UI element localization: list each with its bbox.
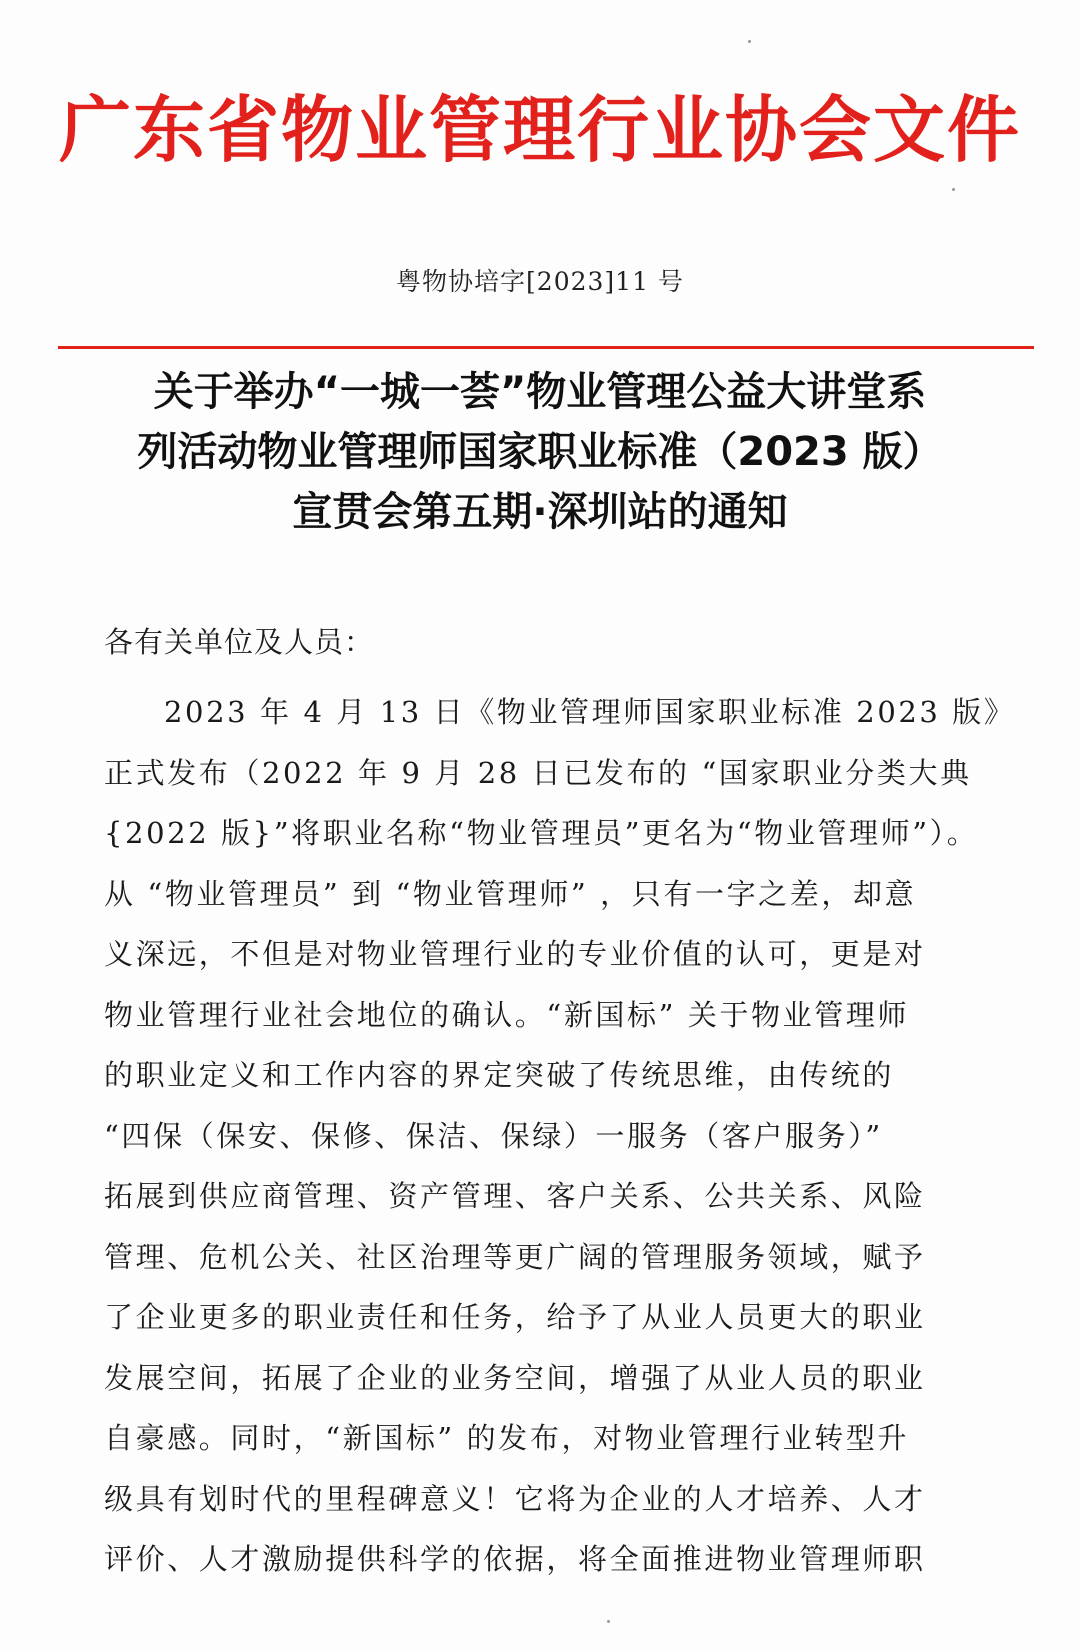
body-line: 自豪感。同时，“新国标” 的发布，对物业管理行业转型升 — [104, 1421, 910, 1455]
body-line: 级具有划时代的里程碑意义！它将为企业的人才培养、人才 — [104, 1481, 926, 1516]
body-line: 管理、危机公关、社区治理等更广阔的管理服务领域，赋予 — [104, 1239, 926, 1274]
salutation: 各有关单位及人员： — [104, 625, 375, 659]
notice-title-line: 关于举办“一城一荟”物业管理公益大讲堂系 — [153, 369, 927, 415]
body-line: 发展空间，拓展了企业的业务空间，增强了从业人员的职业 — [104, 1360, 926, 1395]
notice-title-line: 列活动物业管理师国家职业标准（2023 版） — [137, 429, 943, 475]
red-divider — [58, 346, 1034, 349]
body-line: 义深远，不但是对物业管理行业的专业价值的认可，更是对 — [104, 937, 926, 971]
body-line: 了企业更多的职业责任和任务，给予了从业人员更大的职业 — [104, 1300, 926, 1334]
body-paragraph — [104, 682, 1016, 1590]
body-line: 评价、人才激励提供科学的依据，将全面推进物业管理师职 — [104, 1542, 926, 1576]
notice-title-line: 宣贯会第五期·深圳站的通知 — [292, 489, 788, 535]
notice-title — [90, 362, 990, 542]
body-line: 物业管理行业社会地位的确认。“新国标” 关于物业管理师 — [104, 997, 910, 1032]
body-line: 2023 年 4 月 13 日《物业管理师国家职业标准 2023 版》 — [164, 695, 1016, 729]
body-line: {2022 版}”将职业名称“物业管理员”更名为“物业管理师”）。 — [104, 816, 979, 850]
body-line: 从 “物业管理员” 到 “物业管理师” ，只有一字之差，却意 — [104, 876, 917, 911]
scan-speck — [748, 40, 751, 43]
body-line: “四保（保安、保修、保洁、保绿）一服务（客户服务）” — [104, 1118, 883, 1153]
scan-speck — [952, 188, 955, 191]
body-line: 的职业定义和工作内容的界定突破了传统思维，由传统的 — [104, 1058, 895, 1092]
document-number: 粤物协培字[2023]11 号 — [396, 267, 684, 296]
scan-speck — [607, 1620, 610, 1623]
org-title: 广东省物业管理行业协会文件 — [58, 87, 1021, 172]
body-line: 拓展到供应商管理、资产管理、客户关系、公共关系、风险 — [104, 1179, 926, 1213]
body-line: 正式发布（2022 年 9 月 28 日已发布的 “国家职业分类大典 — [104, 755, 972, 790]
